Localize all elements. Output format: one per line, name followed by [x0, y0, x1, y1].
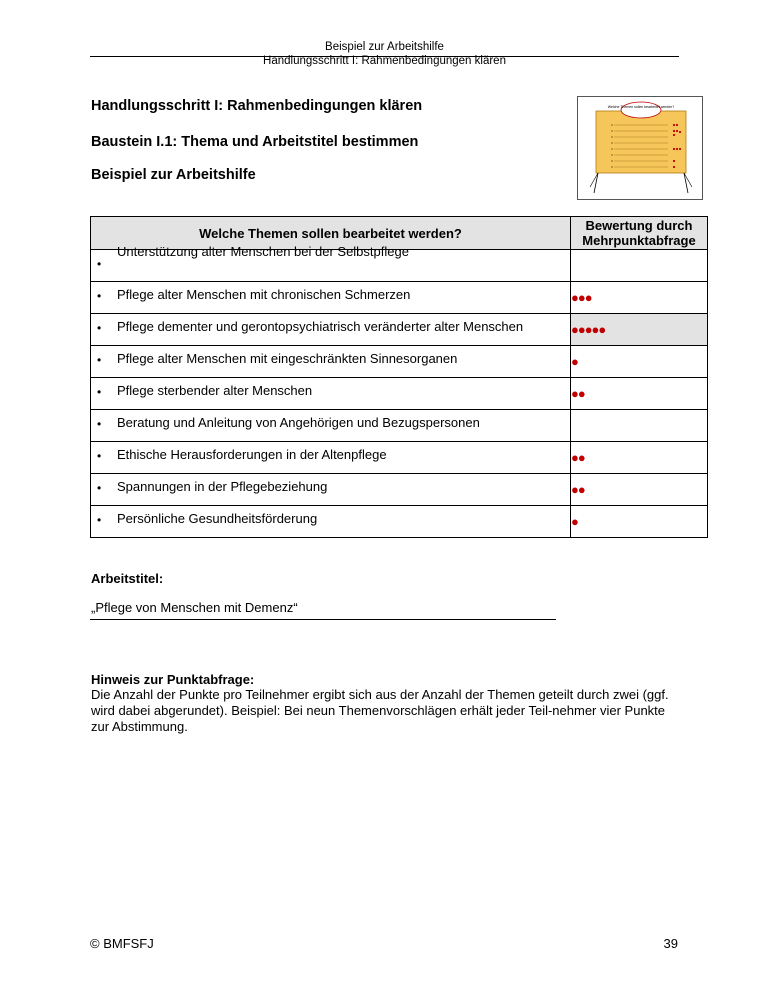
header-divider — [90, 56, 679, 57]
page-number: 39 — [663, 936, 678, 951]
rating-dots: ● — [571, 346, 708, 378]
table-row — [91, 442, 708, 474]
bullet: • — [97, 321, 102, 335]
table-row — [91, 282, 708, 314]
bullet: • — [97, 417, 102, 431]
topic-text: Unterstützung alter Menschen bei der Selbstpflege — [117, 244, 409, 259]
bullet: • — [97, 289, 102, 303]
working-title-underline — [90, 619, 556, 620]
topic-text: Ethische Herausforderungen in der Altenpflege — [117, 447, 387, 462]
bullet: • — [97, 257, 102, 271]
topic-text: Beratung und Anleitung von Angehörigen und Bezugspersonen — [117, 415, 480, 430]
table-row — [91, 314, 708, 346]
topic-text: Persönliche Gesundheitsförderung — [117, 511, 318, 526]
hint-text: Die Anzahl der Punkte pro Teilnehmer ergibt sich aus der Anzahl der Themen geteilt durch zwei (ggf. wird dabei abgerundet). Beispiel: Bei neun Themenvorschlägen erhält jeder Teil-nehmer vier Punkte zur Abstimmung. — [91, 687, 669, 734]
topic-text: Pflege alter Menschen mit eingeschränkten Sinnesorganen — [117, 351, 458, 366]
topics-table — [90, 216, 708, 538]
page-header — [90, 40, 679, 68]
bullet: • — [97, 449, 102, 463]
example-heading: Beispiel zur Arbeitshilfe — [91, 167, 256, 183]
rating-dots: ●●● — [571, 282, 708, 314]
table-row — [91, 506, 708, 538]
header-line-1: Beispiel zur Arbeitshilfe — [325, 41, 444, 53]
rating-dots — [571, 250, 708, 282]
module-heading: Baustein I.1: Thema und Arbeitstitel bestimmen — [91, 134, 419, 150]
rating-dots: ●● — [571, 474, 708, 506]
rating-dots: ●● — [571, 378, 708, 410]
working-title-label: Arbeitstitel: — [91, 571, 164, 586]
bullet: • — [97, 353, 102, 367]
bullet: • — [97, 513, 102, 527]
table-row — [91, 378, 708, 410]
header-line-2: Handlungsschritt I: Rahmenbedingungen klären — [263, 55, 506, 67]
table-row — [91, 474, 708, 506]
footer-copyright: © BMFSFJ — [90, 936, 154, 951]
rating-header: Bewertung durch Mehrpunktabfrage — [571, 217, 708, 250]
rating-dots: ●●●●● — [571, 314, 708, 346]
bubble-text: Welche Themen sollen bearbeitet werden? — [607, 105, 675, 109]
pinboard-illustration — [577, 96, 703, 200]
table-row — [91, 346, 708, 378]
rating-dots — [571, 410, 708, 442]
topic-text: Pflege alter Menschen mit chronischen Schmerzen — [117, 287, 411, 302]
working-title-value: „Pflege von Menschen mit Demenz“ — [91, 600, 298, 615]
bullet: • — [97, 481, 102, 495]
step-heading: Handlungsschritt I: Rahmenbedingungen klären — [91, 98, 423, 114]
topic-text: Pflege dementer und gerontopsychiatrisch veränderter alter Menschen — [117, 319, 524, 334]
table-row — [91, 250, 708, 282]
topic-text: Spannungen in der Pflegebeziehung — [117, 479, 328, 494]
hint-title: Hinweis zur Punktabfrage: — [91, 672, 255, 687]
bullet: • — [97, 385, 102, 399]
topic-text: Pflege sterbender alter Menschen — [117, 383, 313, 398]
table-row — [91, 410, 708, 442]
rating-dots: ● — [571, 506, 708, 538]
question-header: Welche Themen sollen bearbeitet werden? — [91, 217, 571, 250]
rating-dots: ●● — [571, 442, 708, 474]
